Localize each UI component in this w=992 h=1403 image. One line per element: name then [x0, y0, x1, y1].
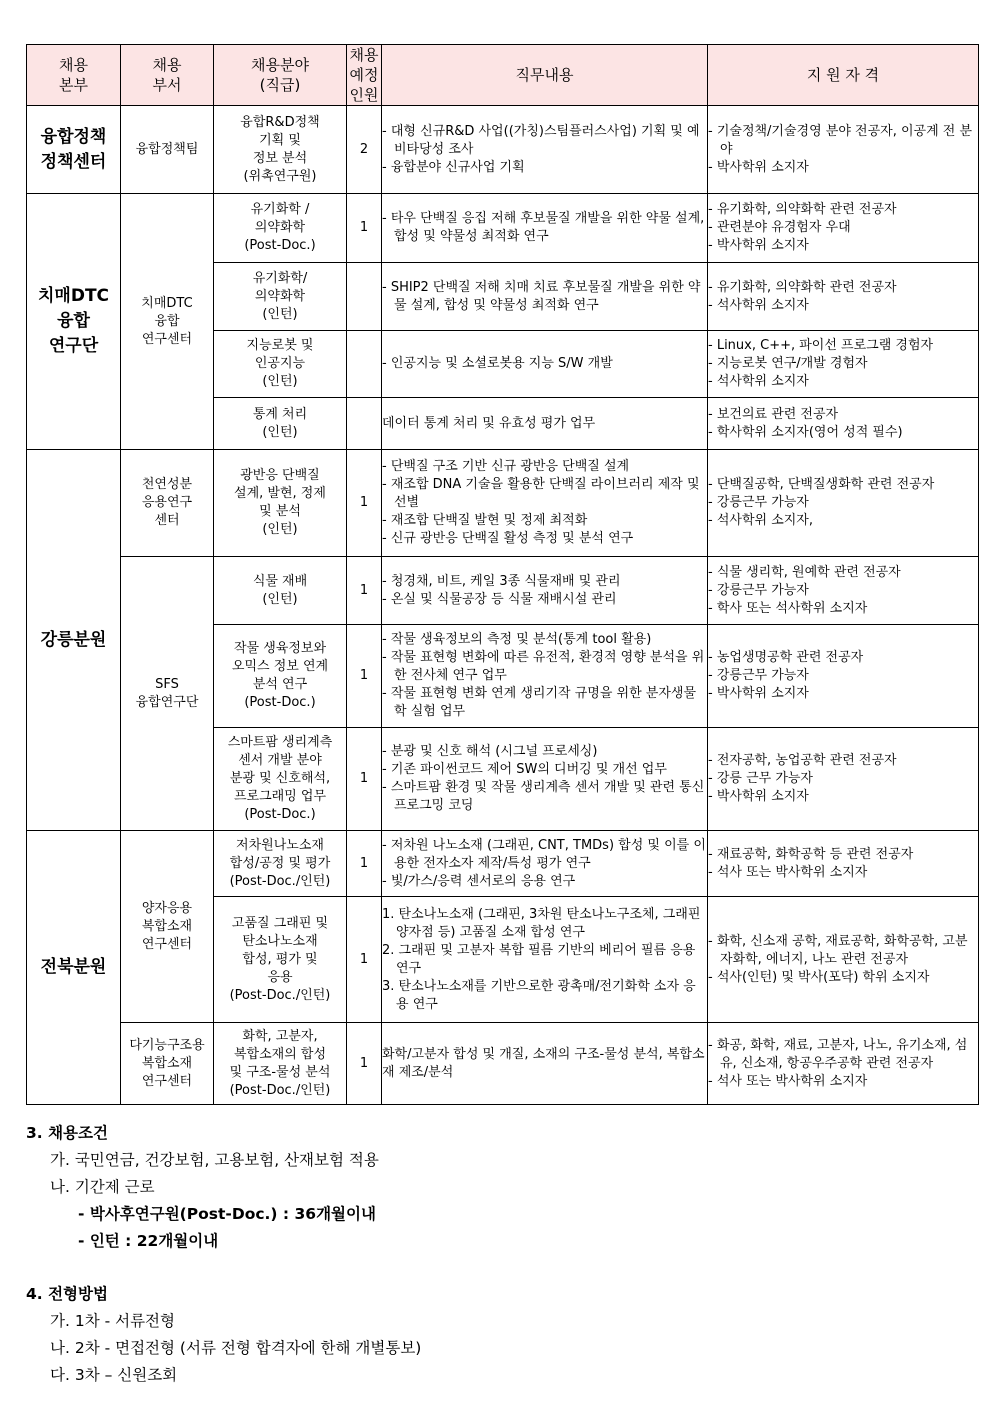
duty-cell: 데이터 통계 처리 및 유효성 평가 업무	[382, 398, 708, 450]
field-cell: 융합R&D정책 기획 및 정보 분석 (위촉연구원)	[214, 106, 347, 194]
field-cell: 통계 처리 (인턴)	[214, 398, 347, 450]
header-count: 채용 예정 인원	[347, 45, 382, 106]
section-3-item-b1: - 박사후연구원(Post-Doc.) : 36개월이내	[78, 1205, 376, 1223]
recruitment-table	[26, 44, 979, 1105]
field-cell: 화학, 고분자, 복합소재의 합성 및 구조-물성 분석 (Post-Doc./인턴)	[214, 1023, 347, 1105]
count-cell	[347, 331, 382, 398]
count-cell	[347, 398, 382, 450]
header-duty: 직무내용	[382, 45, 708, 106]
qual-cell: - 재료공학, 화학공학 등 관련 전공자 - 석사 또는 박사학위 소지자	[708, 831, 979, 897]
conditions-section	[26, 1120, 966, 1389]
section-gap	[26, 1255, 966, 1281]
qual-cell: - 식물 생리학, 원예학 관련 전공자 - 강릉근무 가능자 - 학사 또는 석사학위 소지자	[708, 557, 979, 625]
dept-cell: 천연성분 응용연구 센터	[121, 450, 214, 557]
duty-cell: - 단백질 구조 기반 신규 광반응 단백질 설계 - 재조합 DNA 기술을 활용한 단백질 라이브러리 제작 및 선별 - 재조합 단백질 발현 및 정제 최적화 - 신규 광반응 단백질 활성 측정 및 분석 연구	[382, 450, 708, 557]
duty-cell: - SHIP2 단백질 저해 치매 치료 후보물질 개발을 위한 약물 설계, 합성 및 약물성 최적화 연구	[382, 263, 708, 331]
field-cell: 저차원나노소재 합성/공정 및 평가 (Post-Doc./인턴)	[214, 831, 347, 897]
duty-cell: - 인공지능 및 소셜로봇용 지능 S/W 개발	[382, 331, 708, 398]
table-header-row	[27, 45, 979, 106]
field-cell: 광반응 단백질 설계, 발현, 정제 및 분석 (인턴)	[214, 450, 347, 557]
dept-cell: 치매DTC 융합 연구센터	[121, 194, 214, 450]
header-qual: 지 원 자 격	[708, 45, 979, 106]
count-cell: 1	[347, 1023, 382, 1105]
table-row	[27, 831, 979, 897]
table-row	[27, 1023, 979, 1105]
count-cell: 1	[347, 897, 382, 1023]
field-cell: 유기화학 / 의약화학 (Post-Doc.)	[214, 194, 347, 263]
qual-cell: - 화학, 신소재 공학, 재료공학, 화학공학, 고분자화학, 에너지, 나노 관련 전공자 - 석사(인턴) 및 박사(포닥) 학위 소지자	[708, 897, 979, 1023]
count-cell: 1	[347, 728, 382, 831]
qual-cell: - 단백질공학, 단백질생화학 관련 전공자 - 강릉근무 가능자 - 석사학위 소지자,	[708, 450, 979, 557]
qual-cell: - 농업생명공학 관련 전공자 - 강릉근무 가능자 - 박사학위 소지자	[708, 625, 979, 728]
header-dept: 채용 부서	[121, 45, 214, 106]
count-cell: 1	[347, 194, 382, 263]
duty-cell: 화학/고분자 합성 및 개질, 소재의 구조-물성 분석, 복합소재 제조/분석	[382, 1023, 708, 1105]
table-row	[27, 450, 979, 557]
qual-cell: - 유기화학, 의약화학 관련 전공자 - 석사학위 소지자	[708, 263, 979, 331]
table-row	[27, 557, 979, 625]
count-cell: 1	[347, 557, 382, 625]
qual-cell: - 화공, 화학, 재료, 고분자, 나노, 유기소재, 섬유, 신소재, 항공우주공학 관련 전공자 - 석사 또는 박사학위 소지자	[708, 1023, 979, 1105]
duty-cell: - 저차원 나노소재 (그래핀, CNT, TMDs) 합성 및 이를 이용한 전자소자 제작/특성 평가 연구 - 빛/가스/응력 센서로의 응용 연구	[382, 831, 708, 897]
field-cell: 식물 재배 (인턴)	[214, 557, 347, 625]
dept-cell: 융합정책팀	[121, 106, 214, 194]
field-cell: 고품질 그래핀 및 탄소나노소재 합성, 평가 및 응용 (Post-Doc./인턴)	[214, 897, 347, 1023]
duty-cell: - 분광 및 신호 해석 (시그널 프로세싱) - 기존 파이썬코드 제어 SW의 디버깅 및 개선 업무 - 스마트팜 환경 및 작물 생리계측 센서 개발 및 관련 통신 프로그밍 코딩	[382, 728, 708, 831]
duty-cell: - 청경채, 비트, 케일 3종 식물재배 및 관리 - 온실 및 식물공장 등 식물 재배시설 관리	[382, 557, 708, 625]
dept-cell: 다기능구조용 복합소재 연구센터	[121, 1023, 214, 1105]
section-3-title: 3. 채용조건	[26, 1124, 108, 1142]
count-cell: 1	[347, 831, 382, 897]
table-row	[27, 194, 979, 263]
dept-cell: SFS 융합연구단	[121, 557, 214, 831]
field-cell: 유기화학/ 의약화학 (인턴)	[214, 263, 347, 331]
section-4-item-b: 나. 2차 - 면접전형 (서류 전형 합격자에 한해 개별통보)	[50, 1339, 422, 1357]
section-3-item-a: 가. 국민연금, 건강보험, 고용보험, 산재보험 적용	[50, 1151, 379, 1169]
section-4-item-a: 가. 1차 - 서류전형	[50, 1312, 176, 1330]
duty-cell: - 작물 생육정보의 측정 및 분석(통계 tool 활용) - 작물 표현형 변화에 따른 유전적, 환경적 영향 분석을 위한 전사체 연구 업무 - 작물 표현형 변화 연계 생리기작 규명을 위한 분자생물학 실험 업무	[382, 625, 708, 728]
section-4-item-c: 다. 3차 – 신원조회	[50, 1366, 178, 1384]
hq-cell: 치매DTC 융합 연구단	[27, 194, 121, 450]
field-cell: 지능로봇 및 인공지능 (인턴)	[214, 331, 347, 398]
qual-cell: - Linux, C++, 파이선 프로그램 경험자 - 지능로봇 연구/개발 경험자 - 석사학위 소지자	[708, 331, 979, 398]
table-row	[27, 106, 979, 194]
qual-cell: - 유기화학, 의약화학 관련 전공자 - 관련분야 유경험자 우대 - 박사학위 소지자	[708, 194, 979, 263]
duty-cell: - 대형 신규R&D 사업((가칭)스팀플러스사업) 기획 및 예비타당성 조사 - 융합분야 신규사업 기획	[382, 106, 708, 194]
qual-cell: - 전자공학, 농업공학 관련 전공자 - 강릉 근무 가능자 - 박사학위 소지자	[708, 728, 979, 831]
qual-cell: - 기술정책/기술경영 분야 전공자, 이공계 전 분야 - 박사학위 소지자	[708, 106, 979, 194]
count-cell: 2	[347, 106, 382, 194]
dept-cell: 양자응용 복합소재 연구센터	[121, 831, 214, 1023]
section-3-item-b2: - 인턴 : 22개월이내	[78, 1232, 219, 1250]
hq-cell: 융합정책 정책센터	[27, 106, 121, 194]
hq-cell: 강릉분원	[27, 450, 121, 831]
duty-cell: 1. 탄소나노소재 (그래핀, 3차원 탄소나노구조체, 그래핀 양자점 등) 고품질 소재 합성 연구 2. 그래핀 및 고분자 복합 필름 기반의 베리어 필름 응용 연구 3. 탄소나노소재를 기반으로한 광촉매/전기화학 소자 응용 연구	[382, 897, 708, 1023]
header-field: 채용분야 (직급)	[214, 45, 347, 106]
hq-cell: 전북분원	[27, 831, 121, 1105]
count-cell: 1	[347, 625, 382, 728]
section-3-item-b: 나. 기간제 근로	[50, 1178, 155, 1196]
qual-cell: - 보건의료 관련 전공자 - 학사학위 소지자(영어 성적 필수)	[708, 398, 979, 450]
field-cell: 작물 생육정보와 오믹스 정보 연계 분석 연구 (Post-Doc.)	[214, 625, 347, 728]
field-cell: 스마트팜 생리계측 센서 개발 분야 분광 및 신호해석, 프로그래밍 업무 (Post-Doc.)	[214, 728, 347, 831]
duty-cell: - 타우 단백질 응집 저해 후보물질 개발을 위한 약물 설계, 합성 및 약물성 최적화 연구	[382, 194, 708, 263]
count-cell	[347, 263, 382, 331]
section-4-title: 4. 전형방법	[26, 1285, 108, 1303]
count-cell: 1	[347, 450, 382, 557]
header-hq: 채용 본부	[27, 45, 121, 106]
